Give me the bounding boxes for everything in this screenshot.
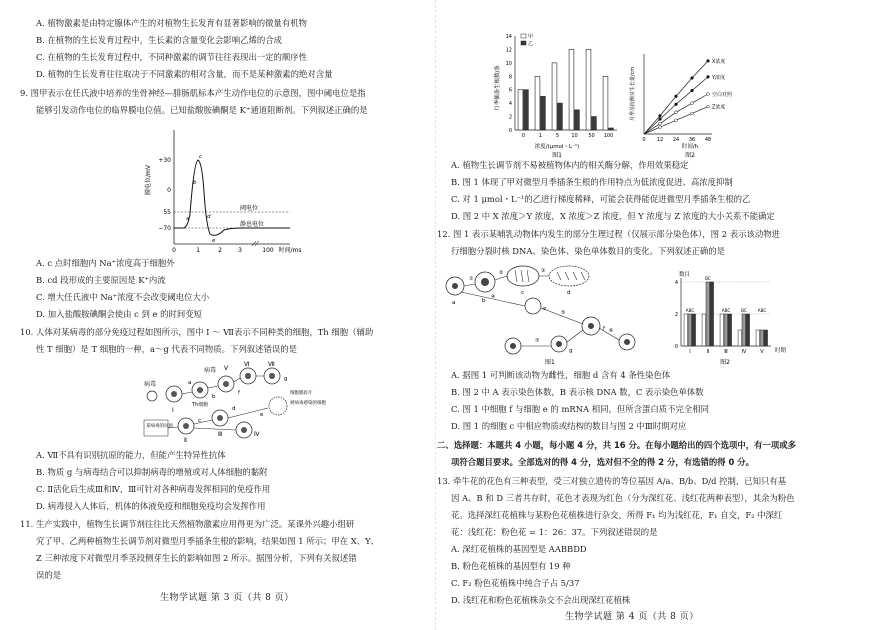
q12-figure2-bar-chart: [667, 268, 787, 368]
q11-stem-line-3: Z 三种浓度下对微型月季茎段侧芽生长的影响如图 2 所示。据图分析，下列有关叙述错: [36, 553, 357, 563]
fig1-ytick: 14: [505, 34, 512, 40]
q10-cell-v-nucleus: [223, 381, 229, 387]
fig1-bar-甲: [535, 76, 540, 130]
q12-label-b: b: [482, 298, 486, 304]
fig3-bar-label: BC: [741, 308, 747, 313]
fig1-bar-乙: [575, 110, 580, 130]
q10-immune-process-diagram: [140, 360, 326, 444]
fig3-bar-A: [720, 314, 724, 346]
fig2-series-label: 空白对照: [712, 92, 733, 98]
fig3-bar-C: [764, 330, 768, 346]
fig1-legend-swatch: [521, 34, 526, 38]
fig3-bar-B: [760, 330, 764, 346]
fig3-xtick: Ⅱ: [706, 349, 710, 355]
q9-option-a: A. c 点时细胞内 Na⁺浓度高于细胞外: [36, 258, 175, 268]
q12-cell-e: [525, 298, 541, 314]
q10-label-III: Ⅲ: [218, 431, 223, 438]
fig1-ytick: 2: [508, 114, 512, 121]
fig1-xtick: 0: [521, 133, 526, 139]
q12-cell-i-nucleus: [624, 339, 630, 345]
q8-option-b: B. 在植物的生长发育过程中，生长素的含量变化会影响乙烯的合成: [36, 35, 282, 45]
q10-label-V: Ⅴ: [224, 365, 229, 372]
fig3-bar-C: [728, 314, 732, 346]
q12-step-3: ③: [541, 268, 546, 274]
fig3-bar-C: [746, 314, 750, 346]
q9-action-potential-curve: [174, 160, 290, 235]
fig2-point: [675, 103, 678, 106]
fig1-bar-甲: [569, 49, 574, 130]
fig1-ytick: 10: [505, 60, 512, 67]
fig3-bar-B: [724, 314, 728, 346]
q13-stem-line-3: 花。选择深红花植株与某粉色花植株进行杂交，所得 F₁ 均为浅红花，F₁ 自交，F₂ 中深红: [451, 510, 783, 520]
fig2-point: [659, 118, 662, 121]
left-footer: 生物学试题 第 3 页（共 8 页）: [160, 593, 294, 603]
q9-ylabel: 膜电位/mV: [145, 165, 152, 195]
q12-figure1-cell-process: [441, 262, 661, 366]
fig2-xtick: 24: [672, 137, 680, 143]
q9-point-d: d: [207, 214, 211, 220]
fig2-xtick: 48: [704, 137, 712, 143]
q12-step-1: ①: [469, 276, 474, 282]
q9-ytick-70: −70: [158, 225, 171, 232]
fig2-xtick: 12: [656, 137, 664, 143]
fig3-bar-A: [702, 314, 706, 346]
fig2-point: [675, 111, 678, 114]
q10-label-d: d: [232, 406, 236, 412]
fig3-bar-label: ABC: [721, 308, 731, 313]
fig2-line-空白对照: [644, 94, 708, 134]
q12-label-f: f: [603, 326, 605, 332]
q10-stem-line-2: 性 T 细胞）是 T 细胞的一种，a～g 代表不同物质。下列叙述错误的是: [36, 344, 297, 354]
fig2-point: [691, 102, 694, 105]
fig1-ytick: 12: [505, 47, 512, 54]
q12-stem-line-2: 行细胞分裂时核 DNA、染色体、染色单体数目的变化。下列叙述正确的是: [451, 246, 726, 256]
fig3-bar-B: [742, 314, 746, 346]
q10-label-I: Ⅰ: [172, 407, 174, 414]
fig1-bar-甲: [603, 76, 608, 130]
q8-option-a: A. 植物激素是由特定腺体产生的对植物生长发育有显著影响的微量有机物: [36, 18, 307, 28]
q12-option-d: D. 图 1 的细胞 c 中相应物质或结构的数目与图 2 中Ⅲ时期对应: [451, 421, 687, 431]
q10-virus-label-2: 病毒: [204, 367, 217, 374]
fig3-ytick: 0: [674, 344, 678, 350]
fig1-bar-甲: [552, 63, 557, 130]
q10-label-VI: Ⅵ: [244, 361, 250, 368]
q9-option-d: D. 加入盐酸胺碘酮会使由 c 到 e 的时间变短: [36, 309, 203, 319]
fig2-xtick: 36: [688, 137, 696, 143]
fig3-bar-A: [738, 330, 742, 346]
q13-stem-line-4: 花：浅红花：粉色花 = 1：26：37。下列叙述错误的是: [451, 527, 658, 537]
fig1-xtick: 100: [603, 133, 614, 139]
fig1-ylabel: 月季插条生根数/条: [495, 65, 501, 111]
q12-label-a: a: [452, 300, 456, 306]
fig1-ytick: 8: [508, 74, 512, 81]
fig2-point: [691, 89, 694, 92]
q10-stem-line-1: 10. 人体对某病毒的部分免疫过程如图所示，图中 I ～ Ⅶ表示不同种类的细胞，Th 细胞（辅助: [20, 327, 374, 337]
q9-threshold-label: 阈电位: [240, 205, 259, 212]
q10-label-a: a: [188, 380, 192, 386]
fig3-bar-label: BC: [705, 276, 711, 281]
q12-step-7: ⑦: [535, 338, 540, 344]
q11-option-c: C. 对 1 μmol・L⁻¹的乙进行梯度稀释，可能会获得能促进微型月季插条生根的乙: [451, 194, 751, 204]
q9-point-b: b: [193, 180, 197, 186]
fig1-bar-甲: [586, 49, 591, 130]
fig1-bar-乙: [524, 90, 529, 130]
fig1-bar-乙: [558, 103, 563, 130]
fig1-legend-label: 甲: [528, 34, 534, 40]
fig2-series-label: Z浓度: [712, 104, 726, 111]
fig1-bar-甲: [518, 90, 523, 130]
q10-cell-iii-nucleus: [217, 415, 223, 421]
q10-th-label: Th细胞: [192, 402, 209, 408]
q8-option-d: D. 植物的生长发育往往取决于不同激素的相对含量，而不是某种激素的绝对含量: [36, 69, 333, 79]
fig3-xtick: Ⅲ: [724, 349, 728, 355]
fig3-xlabel: 时期: [775, 348, 787, 354]
q12-option-a: A. 据图 1 可判断该动物为雌性，细胞 d 含有 4 条性染色体: [451, 370, 671, 380]
fig1-xtick: 5: [555, 133, 560, 139]
q10-label-c: c: [198, 418, 202, 424]
q10-label-b: b: [212, 394, 216, 400]
q9-stem-line-1: 9. 图甲表示在任氏液中培养的坐骨神经—腓肠肌标本产生动作电位的示意图，图中阈电位是指: [20, 88, 366, 98]
fig1-ytick: 0: [508, 128, 512, 134]
q10-option-a: A. Ⅶ不具有识别抗原的能力，但能产生特异性抗体: [36, 450, 226, 460]
fig1-xtick: 10: [571, 133, 578, 139]
fig3-bar-C: [710, 282, 714, 346]
fig3-ylabel: 数目: [679, 272, 691, 278]
q9-xtick-3: 3: [238, 247, 242, 254]
q9-xtick-0: 0: [172, 247, 176, 254]
fig2-series-label: X浓度: [712, 58, 726, 65]
right-page: [435, 0, 870, 630]
q9-stem-line-2: 能够引发动作电位的临界膜电位值。已知盐酸胺碘酮是 K⁺通道阻断剂。下列叙述正确的是: [36, 105, 368, 115]
q9-point-a: a: [186, 216, 190, 222]
q10-option-c: C. Ⅱ活化后生成Ⅲ和Ⅳ，Ⅲ可针对各种病毒发挥相同的免疫作用: [36, 484, 271, 494]
fig2-point: [691, 77, 694, 80]
q10-virus-icon: [147, 391, 157, 401]
q9-xtick-2: 2: [218, 247, 222, 254]
fig1-bar-乙: [609, 128, 614, 130]
q10-label-e: e: [260, 412, 264, 418]
fig2-point: [659, 126, 662, 129]
fig3-xtick: Ⅳ: [741, 349, 747, 355]
q13-option-a: A. 深红花植株的基因型是 AABBDD: [451, 544, 587, 554]
fig1-ytick: 4: [508, 101, 512, 108]
q13-stem-line-1: 13. 牵牛花的花色有三种表型，受三对独立遗传的等位基因 A/a、B/b、D/d 控制，已知只有基: [437, 476, 787, 486]
fig2-point: [659, 114, 662, 117]
q12-option-b: B. 图 2 中 A 表示染色体数，B 表示核 DNA 数，C 表示染色单体数: [451, 387, 704, 397]
q12-stem-line-1: 12. 图 1 表示某哺乳动物体内发生的部分生理过程（仅展示部分染色体），图 2 表示该动物进: [437, 229, 780, 239]
fig2-point: [707, 75, 710, 78]
q12-cell-c: [507, 266, 539, 286]
fig2-ylabel: 月季茎段侧芽生长量/cm: [630, 66, 636, 122]
q12-label-d: d: [567, 290, 571, 296]
q9-ytick-0: 0: [167, 187, 171, 194]
fig3-bar-A: [756, 330, 760, 346]
fig2-point: [659, 122, 662, 125]
q10-cell-vii-nucleus: [269, 373, 275, 379]
q10-option-b: B. 物质 g 与病毒结合可以抑制病毒的增殖或对人体细胞的黏附: [36, 467, 268, 477]
fig3-bar-A: [684, 314, 688, 346]
q10-label-g: g: [284, 376, 288, 382]
q11-stem-line-1: 11. 生产实践中，植物生长调节剂往往比天然植物激素应用得更为广泛。某课外兴趣小组研: [20, 519, 355, 529]
q9-ytick-30: +30: [158, 157, 171, 164]
q12-fig1-caption: 图1: [545, 359, 555, 366]
fig2-point: [691, 112, 694, 115]
q13-option-d: D. 浅红花和粉色花植株杂交不会出现深红花植株: [451, 595, 631, 605]
fig3-xtick: Ⅴ: [760, 349, 764, 355]
q10-label-II: Ⅱ: [184, 437, 187, 444]
q12-cell-d-chromosomes: [557, 272, 585, 280]
fig2-point: [707, 105, 710, 108]
q11-stem-line-4: 误的是: [36, 570, 62, 580]
fig2-point: [707, 59, 710, 62]
fig3-caption: 图2: [720, 359, 730, 366]
q12-cell-b-nucleus: [481, 278, 489, 286]
q13-stem-line-2: 因 A、B 和 D 三者共存时，花色才表现为红色（分为深红花、浅红花两种表型），其余为粉色: [451, 493, 795, 503]
q10-option-d: D. 病毒侵入人体后，机体的体液免疫和细胞免疫均会发挥作用: [36, 501, 266, 511]
fig1-ytick: 6: [508, 87, 512, 94]
q10-infected-cell: [269, 397, 287, 415]
fig2-caption: 图2: [685, 152, 695, 159]
q10-label-VII: Ⅶ: [268, 361, 275, 368]
fig1-legend-label: 乙: [528, 41, 534, 47]
fig2-point: [675, 95, 678, 98]
q9-xtick-100: 100: [262, 247, 274, 254]
q9-rest-label: 静息电位: [240, 221, 265, 228]
fig1-bar-乙: [592, 117, 597, 130]
q12-cell-c-chromosomes: [515, 270, 529, 282]
q10-cell-vi-nucleus: [245, 373, 251, 379]
q9-xtick-1: 1: [196, 247, 200, 254]
fig1-xtick: 1: [538, 133, 543, 139]
fig1-xtick: 50: [588, 133, 595, 139]
q12-option-c: C. 图 1 中细胞 f 与细胞 e 的 mRNA 相同，但所含蛋白质不完全相同: [451, 404, 709, 414]
fig3-xtick: Ⅰ: [689, 349, 691, 355]
q10-cell-1-nucleus: [171, 391, 177, 397]
q10-label-f: f: [238, 390, 240, 396]
q8-option-c: C. 在植物的生长发育过程中，不同种激素的调节往往表现出一定的顺序性: [36, 52, 308, 62]
q12-cell-f-nucleus: [588, 323, 594, 329]
q10-cell-ii-nucleus: [183, 423, 189, 429]
q10-th-cell-nucleus: [197, 387, 203, 393]
q12-step-4: ④: [491, 294, 496, 300]
q10-virus-label: 病毒: [144, 381, 157, 388]
q12-label-e: e: [543, 306, 547, 312]
q12-figure1-arrows: [461, 276, 619, 346]
q11-option-b: B. 图 1 体现了甲对微型月季插条生根的作用特点为低浓度促进、高浓度抑制: [451, 177, 733, 187]
fig2-point: [707, 93, 710, 96]
fig3-bar-B: [688, 314, 692, 346]
section2-header-line-2: 项符合题目要求。全部选对的得 4 分，选对但不全的得 2 分，有选错的得 0 分。: [451, 457, 754, 467]
q13-option-c: C. F₂ 粉色花植株中纯合子占 5/37: [451, 578, 580, 588]
fig3-bar-C: [692, 314, 696, 346]
fig3-bar-B: [706, 282, 710, 346]
fig3-bar-label: ABC: [685, 308, 695, 313]
q12-label-g: g: [569, 348, 573, 354]
q12-cell-h-nucleus: [510, 343, 516, 349]
q12-cell-g-nucleus: [556, 341, 562, 347]
q11-option-d: D. 图 2 中 X 浓度＞Y 浓度，X 浓度＞Z 浓度，但 Y 浓度与 Z 浓度的大小关系不能确定: [451, 211, 775, 221]
q9-option-b: B. cd 段形成的主要原因是 K⁺内流: [36, 275, 166, 285]
q12-step-2: ②: [499, 270, 504, 276]
section2-header-line-1: 二、选择题：本题共 4 小题，每小题 4 分，共 16 分。在每小题给出的四个选项中，有一项或多: [437, 440, 797, 450]
right-footer: 生物学试题 第 4 页（共 8 页）: [565, 612, 699, 622]
q11-figure2-line-chart: [628, 48, 743, 160]
q9-membrane-potential-figure: [140, 122, 300, 254]
q11-option-a: A. 植物生长调节剂不易被植物体内的相关酶分解，作用效果稳定: [451, 160, 689, 170]
fig3-ytick: 2: [674, 312, 678, 318]
fig2-series-label: Y浓度: [712, 74, 726, 81]
q10-label-IV: Ⅳ: [254, 431, 260, 438]
q10-cell-iv-nucleus: [241, 427, 247, 433]
fig1-legend-swatch: [521, 41, 526, 45]
q10-antigen-label: 某病毒的抗原: [146, 424, 173, 429]
fig1-caption: 图1: [552, 152, 562, 159]
q10-fragment-label: 细胞膜碎片: [290, 391, 313, 396]
fig3-bar-label: ABC: [757, 308, 767, 313]
q9-xlabel: 时间/ms: [278, 247, 302, 254]
fig2-xtick: 0: [642, 137, 646, 143]
q12-label-c: c: [521, 290, 525, 296]
q13-option-b: B. 粉色花植株的基因型有 19 种: [451, 561, 571, 571]
fig1-bar-乙: [541, 96, 546, 130]
fig3-ytick: 4: [674, 280, 678, 286]
q11-figure1-bar-chart: [493, 30, 623, 160]
q9-point-c: c: [199, 154, 203, 160]
q12-step-6: ⑥: [609, 328, 614, 334]
fig2-xlabel: 时间/h: [681, 144, 699, 150]
q10-infected-label: 被病毒感染的细胞: [290, 401, 326, 406]
fig2-point: [675, 119, 678, 122]
q9-option-c: C. 增大任氏液中 Na⁺浓度不会改变阈电位大小: [36, 292, 210, 302]
q12-step-5: ⑤: [561, 310, 566, 316]
q12-cell-a-nucleus: [452, 283, 458, 289]
q11-stem-line-2: 究了甲、乙两种植物生长调节剂对微型月季插条生根的影响，结果如图 1 所示；甲在 X、Y、: [36, 536, 380, 546]
fig1-xlabel: 浓度/(μmol・L⁻¹): [534, 144, 580, 150]
q9-point-e: e: [212, 238, 216, 244]
q9-ytick-55: 55: [163, 209, 171, 216]
